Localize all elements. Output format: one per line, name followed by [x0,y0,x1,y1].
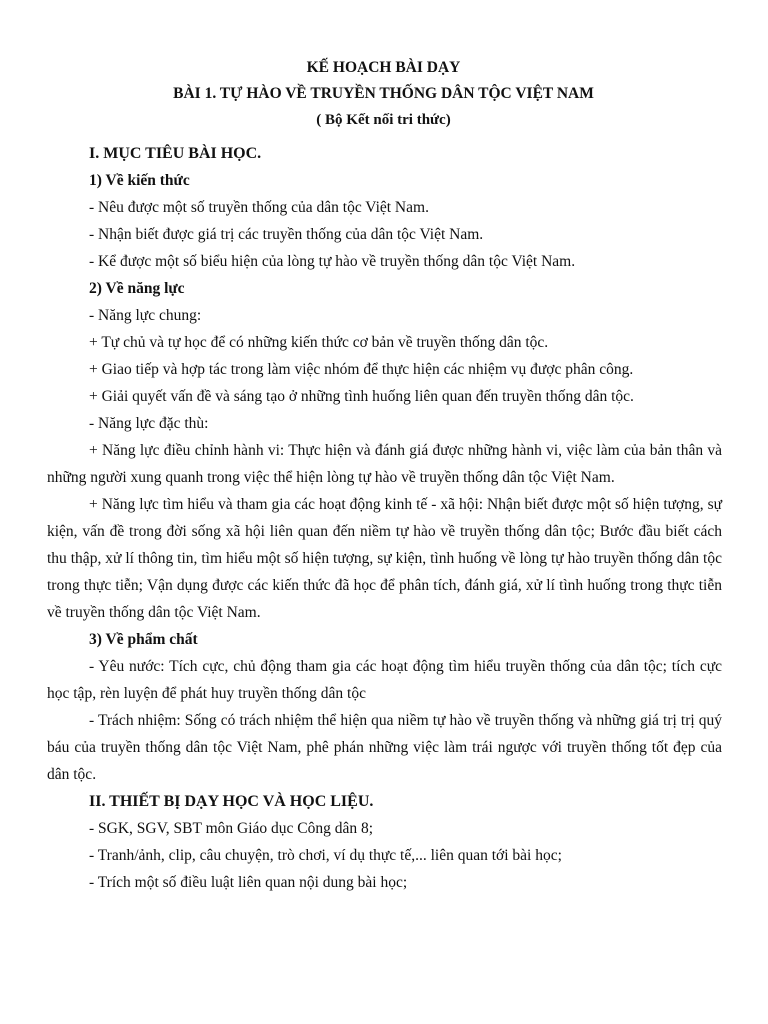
material-item: - Tranh/ảnh, clip, câu chuyện, trò chơi, ví dụ thực tế,... liên quan tới bài học; [89,847,562,864]
general-competence-label: - Năng lực chung: [89,307,202,324]
knowledge-item: - Kể được một số biểu hiện của lòng tự hào về truyền thống dân tộc Việt Nam. [89,253,576,270]
general-competence-item: + Tự chủ và tự học để có những kiến thức cơ bản về truyền thống dân tộc. [89,334,549,351]
publisher-note: ( Bộ Kết nối tri thức) [316,112,451,128]
quality-heading: 3) Về phẩm chất [89,631,198,648]
specific-competence-paragraph: + Năng lực tìm hiểu và tham gia các hoạt động kinh tế - xã hội: Nhận biết được một số hiện tượng, sự kiện, vấn đề trong đời sống xã hội liên quan đến niềm tự hào về truyền thống dân tộc; Bước đầu biết cách thu thập, xử lí thông tin, tìm hiểu một số hiện tượng, sự kiện, tình huống về lòng tự hào truyền thống dân tộc trong thực tiễn; Vận dụng được các kiến thức đã học để phân tích, đánh giá, xử lí tình huống trong thực tiễn về truyền thống dân tộc Việt Nam. [47,496,722,621]
competence-heading: 2) Về năng lực [89,280,185,297]
specific-competence-label: - Năng lực đặc thù: [89,415,209,432]
quality-paragraph: - Yêu nước: Tích cực, chủ động tham gia các hoạt động tìm hiểu truyền thống của dân tộc; tích cực học tập, rèn luyện để phát huy truyền thống dân tộc [47,658,722,702]
lesson-title: BÀI 1. TỰ HÀO VỀ TRUYỀN THỐNG DÂN TỘC VIỆT NAM [173,85,594,102]
general-competence-item: + Giải quyết vấn đề và sáng tạo ở những tình huống liên quan đến truyền thống dân tộc. [89,388,634,405]
general-competence-item: + Giao tiếp và hợp tác trong làm việc nhóm để thực hiện các nhiệm vụ được phân công. [89,361,634,378]
knowledge-heading: 1) Về kiến thức [89,172,190,189]
knowledge-item: - Nhận biết được giá trị các truyền thống của dân tộc Việt Nam. [89,226,484,243]
document-title: KẾ HOẠCH BÀI DẠY [306,59,461,76]
specific-competence-paragraph: + Năng lực điều chỉnh hành vi: Thực hiện và đánh giá được những hành vi, việc làm của bản thân và những người xung quanh trong việc thể hiện lòng tự hào về truyền thống dân tộc Việt Nam. [47,442,722,486]
quality-paragraph: - Trách nhiệm: Sống có trách nhiệm thể hiện qua niềm tự hào về truyền thống và những giá trị trị quý báu của truyền thống dân tộc Việt Nam, phê phán những việc làm trái ngược với truyền thống tốt đẹp của dân tộc. [47,712,722,783]
material-item: - Trích một số điều luật liên quan nội dung bài học; [89,874,408,891]
section-2-heading: II. THIẾT BỊ DẠY HỌC VÀ HỌC LIỆU. [89,793,374,810]
knowledge-item: - Nêu được một số truyền thống của dân tộc Việt Nam. [89,199,429,216]
section-1-heading: I. MỤC TIÊU BÀI HỌC. [89,145,262,162]
material-item: - SGK, SGV, SBT môn Giáo dục Công dân 8; [89,820,374,837]
